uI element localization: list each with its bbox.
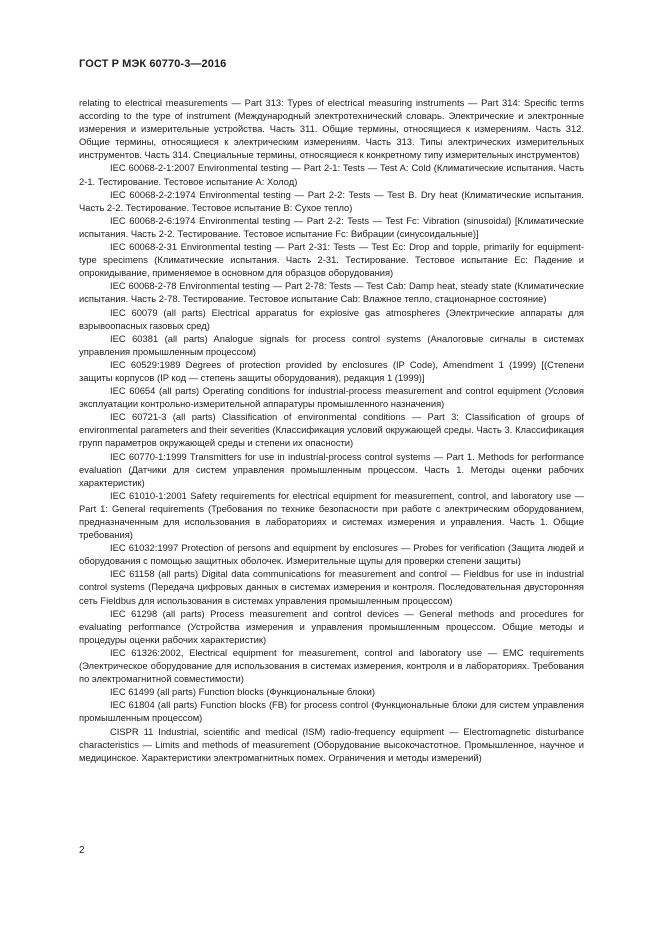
reference-entry: IEC 60068-2-78 Environmental testing — Part 2-78: Tests — Test Cab: Damp heat, steady state (Климатические испытания. Часть 2-78. Тестирование. Тестовое испытание Cab: Влажное тепло, стационарное состояние): [79, 280, 584, 305]
page-number: 2: [79, 845, 85, 856]
reference-entry: IEC 61298 (all parts) Process measurement and control devices — General methods and procedures for evaluating performance (Устройства измерения и управления промышленным процессом. Общие методы и процедуры оценки рабочих характеристик): [79, 607, 584, 645]
reference-entry: IEC 61032:1997 Protection of persons and equipment by enclosures — Probes for verification (Защита людей и оборудования с помощью защитных оболочек. Измерительные щупы для проверки степени защиты): [79, 542, 584, 567]
reference-entry: IEC 60381 (all parts) Analogue signals for process control systems (Аналоговые сигналы в системах управления промышленным процессом): [79, 332, 584, 357]
reference-entry: IEC 61326:2002, Electrical equipment for measurement, control and laboratory use — EMC requirements (Электрическое оборудование для использования в системах измерения, контроля и в лабораториях. Требования по электромагнитной совместимости): [79, 646, 584, 685]
reference-entry: IEC 60079 (all parts) Electrical apparatus for explosive gas atmospheres (Электрические аппараты для взрывоопасных газовых сред): [79, 306, 584, 331]
reference-entry: IEC 61499 (all parts) Function blocks (Функциональные блоки): [110, 686, 376, 698]
reference-entry: IEC 60721-3 (all parts) Classification of environmental conditions — Part 3: Classification of groups of environmental parameters and their severities (Классификация условий окружающей среды. Часть 3. Классификация групп параметров окружающей среды и степени их опасности): [79, 411, 584, 449]
reference-entry: IEC 61010-1:2001 Safety requirements for electrical equipment for measurement, control, and laboratory use — Part 1: General requirements (Требования по технике безопасности при работе с электрическим оборудованием, предназначенным для использования в лабораториях и системах измерения и управления. Часть 1. Общие требования): [79, 489, 584, 541]
reference-entry: IEC 60654 (all parts) Operating conditions for industrial-process measurement and control equipment (Условия эксплуатации контрольно-измерительной аппаратуры промышленного назначения): [79, 385, 584, 410]
standard-designation-header: ГОСТ Р МЭК 60770-3—2016: [79, 58, 227, 70]
reference-entry: IEC 60529:1989 Degrees of protection provided by enclosures (IP Code), Amendment 1 (1999) [(Степени защиты корпусов (IP код — степень защиты оборудования), редакция 1 (1999)]: [79, 358, 584, 383]
reference-entry: CISPR 11 Industrial, scientific and medical (ISM) radio-frequency equipment — Electromagnetic disturbance characteristics — Limits and methods of measurement (Оборудование высокочастотное. Промышленное, научное и медицинское. Характеристики электромагнитных помех. Ограничения и методы измерений): [79, 725, 584, 763]
normative-references-text: [79, 96, 584, 764]
reference-entry: IEC 60068-2-1:2007 Environmental testing — Part 2-1: Tests — Test A: Cold (Климатические испытания. Часть 2-1. Тестирование. Тестовое испытание А: Холод): [79, 162, 584, 187]
reference-continuation: relating to electrical measurements — Part 313: Types of electrical measuring instruments — Part 314: Specific terms according to the type of instrument (Международный электротехнический словарь. Электрические и электронные измерения и измерительные устройства. Часть 311. Общие термины, относящиеся к измерениям. Часть 312. Общие термины, относящиеся к электрическим измерениям. Часть 313. Типы электрических измерительных инструментов. Часть 314. Специальные термины, относящиеся к конкретному типу измерительных инструментов): [79, 97, 584, 161]
reference-entry: IEC 60068-2-2:1974 Environmental testing — Part 2-2: Tests — Test B. Dry heat (Климатические испытания. Часть 2-2. Тестирование. Тестовое испытание В: Сухое тепло): [79, 188, 584, 213]
reference-entry: IEC 60770-1:1999 Transmitters for use in industrial-process control systems — Part 1. Methods for performance evaluation (Датчики для систем управления промышленным процессом. Часть 1. Методы оценки рабочих характеристик): [79, 450, 584, 488]
reference-entry: IEC 61158 (all parts) Digital data communications for measurement and control — Fieldbus for use in industrial control systems (Передача цифровых данных в системах измерения и контроля. Последовательная двусторонняя сеть Fieldbus для использования в системах управления промышленным процессом): [79, 568, 584, 606]
reference-entry: IEC 60068-2-31 Environmental testing — Part 2-31: Tests — Test Ec: Drop and topple, primarily for equipment-type specimens (Климатические испытания. Часть 2-31. Тестирование. Тестовое испытание Ес: Падение и опрокидывание, применяемое в основном для образцов оборудования): [79, 241, 584, 279]
reference-entry: IEC 61804 (all parts) Function blocks (FB) for process control (Функциональные блоки для систем управления промышленным процессом): [79, 699, 584, 724]
reference-entry: IEC 60068-2-6:1974 Environmental testing — Part 2-2: Tests — Test Fc: Vibration (sinusoidal) [Климатические испытания. Часть 2-2. Тестирование. Тестовое испытание Fc: Вибрации (синусоидальные)]: [79, 214, 584, 239]
